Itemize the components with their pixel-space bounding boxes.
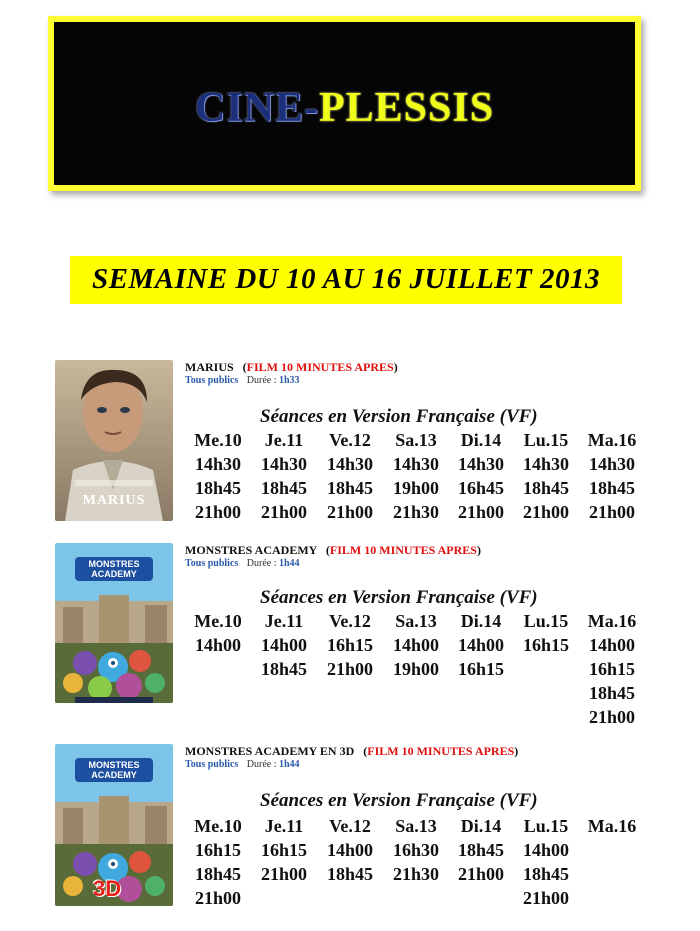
showtime: 18h45 xyxy=(522,864,569,884)
day-header: Ma.16 xyxy=(587,816,637,836)
showtime: 21h00 xyxy=(522,502,569,522)
day-header: Je.11 xyxy=(264,816,304,836)
day-column xyxy=(185,428,251,524)
showtime: 18h45 xyxy=(588,478,635,498)
note-close: ) xyxy=(514,744,519,758)
poster-caption: MONSTRES ACADEMY xyxy=(88,559,140,579)
showtime: 18h45 xyxy=(326,864,373,884)
film-title: MARIUS xyxy=(185,360,234,374)
seances-label: Séances en Version Française (VF) xyxy=(260,587,538,608)
showtime: 14h00 xyxy=(326,840,373,860)
showtime: 18h45 xyxy=(194,478,241,498)
note-open: ( xyxy=(242,360,247,374)
day-header: Sa.13 xyxy=(395,611,437,631)
film-title-line xyxy=(185,543,481,558)
day-column xyxy=(317,428,383,524)
day-header: Ve.12 xyxy=(329,816,371,836)
day-column xyxy=(317,814,383,886)
duration: 1h33 xyxy=(279,375,300,386)
day-column xyxy=(513,428,579,524)
audience: Tous publics xyxy=(185,558,239,569)
showtime: 14h30 xyxy=(457,454,504,474)
note-open: ( xyxy=(325,543,330,557)
day-header: Lu.15 xyxy=(523,430,569,450)
day-column xyxy=(185,814,251,910)
showtime: 18h45 xyxy=(326,478,373,498)
film-meta xyxy=(185,375,300,386)
week-banner xyxy=(70,256,622,304)
showtime: 21h00 xyxy=(194,888,241,908)
day-header: Ve.12 xyxy=(329,430,371,450)
day-header: Ma.16 xyxy=(587,430,637,450)
showtime: 14h00 xyxy=(588,635,635,655)
showtime: 21h00 xyxy=(326,502,373,522)
cinema-name xyxy=(54,84,635,132)
showtime: 16h15 xyxy=(588,659,635,679)
day-header: Sa.13 xyxy=(395,430,437,450)
showtime: 16h15 xyxy=(457,659,504,679)
seances-label: Séances en Version Française (VF) xyxy=(260,790,538,811)
showtime: 14h30 xyxy=(522,454,569,474)
3d-badge: 3D xyxy=(93,876,122,901)
showtime: 19h00 xyxy=(392,659,439,679)
showtime: 21h00 xyxy=(588,707,635,727)
day-column xyxy=(513,814,579,910)
film-note: FILM 10 MINUTES APRES xyxy=(329,543,477,557)
day-header: Di.14 xyxy=(460,611,502,631)
day-column xyxy=(448,814,514,886)
seances-label: Séances en Version Française (VF) xyxy=(260,406,538,427)
showtime: 14h00 xyxy=(522,840,569,860)
film-title: MONSTRES ACADEMY EN 3D xyxy=(185,744,355,758)
showtime: 14h00 xyxy=(260,635,307,655)
showtime: 18h45 xyxy=(588,683,635,703)
day-header: Lu.15 xyxy=(523,816,569,836)
day-header: Di.14 xyxy=(460,430,502,450)
poster-caption: MONSTRES ACADEMY xyxy=(88,760,140,780)
week-title: SEMAINE DU 10 AU 16 JUILLET 2013 xyxy=(92,263,600,295)
monstres-academy-3d-poster xyxy=(55,744,173,906)
day-header: Sa.13 xyxy=(395,816,437,836)
cinema-logo xyxy=(48,16,641,191)
audience: Tous publics xyxy=(185,759,239,770)
note-open: ( xyxy=(363,744,368,758)
day-header: Je.11 xyxy=(264,611,304,631)
showtime: 21h00 xyxy=(588,502,635,522)
day-column xyxy=(383,814,449,886)
film-note: FILM 10 MINUTES APRES xyxy=(367,744,515,758)
note-close: ) xyxy=(476,543,481,557)
marius-poster xyxy=(55,360,173,521)
note-close: ) xyxy=(393,360,398,374)
showtime: 14h30 xyxy=(260,454,307,474)
day-header: Ve.12 xyxy=(329,611,371,631)
brand-part2: PLESSIS xyxy=(318,85,495,131)
showtime: 14h00 xyxy=(392,635,439,655)
showtime: 21h00 xyxy=(260,502,307,522)
duration: 1h44 xyxy=(279,558,300,569)
day-column xyxy=(251,428,317,524)
showtime: 21h00 xyxy=(522,888,569,908)
day-column xyxy=(448,428,514,524)
day-column xyxy=(448,609,514,681)
day-column xyxy=(317,609,383,681)
showtime: 18h45 xyxy=(194,864,241,884)
showtime: 16h45 xyxy=(457,478,504,498)
day-header: Lu.15 xyxy=(523,611,569,631)
showtime: 21h30 xyxy=(392,502,439,522)
showtime: 14h30 xyxy=(588,454,635,474)
showtime: 21h00 xyxy=(326,659,373,679)
film-title: MONSTRES ACADEMY xyxy=(185,543,317,557)
duration: 1h44 xyxy=(279,759,300,770)
day-header: Je.11 xyxy=(264,430,304,450)
day-header: Ma.16 xyxy=(587,611,637,631)
showtime: 14h00 xyxy=(194,635,241,655)
showtime: 16h15 xyxy=(194,840,241,860)
film-title-line xyxy=(185,360,398,375)
day-column xyxy=(251,814,317,886)
day-column xyxy=(579,814,645,838)
day-column xyxy=(383,609,449,681)
day-column xyxy=(579,609,645,729)
showtime: 19h00 xyxy=(392,478,439,498)
film-note: FILM 10 MINUTES APRES xyxy=(246,360,394,374)
day-column xyxy=(383,428,449,524)
brand-part1: CINE- xyxy=(194,85,319,131)
showtime: 21h00 xyxy=(260,864,307,884)
day-header: Di.14 xyxy=(460,816,502,836)
duration-label: Durée : xyxy=(246,759,277,770)
day-header: Me.10 xyxy=(194,816,242,836)
day-column xyxy=(579,428,645,524)
film-meta xyxy=(185,759,300,770)
duration-label: Durée : xyxy=(246,375,277,386)
showtime: 16h15 xyxy=(326,635,373,655)
day-column xyxy=(251,609,317,681)
showtime: 18h45 xyxy=(260,478,307,498)
showtime: 14h30 xyxy=(194,454,241,474)
film-meta xyxy=(185,558,300,569)
monstres-academy-poster xyxy=(55,543,173,703)
poster-caption: MARIUS xyxy=(82,493,146,508)
showtime: 18h45 xyxy=(522,478,569,498)
day-header: Me.10 xyxy=(194,611,242,631)
day-header: Me.10 xyxy=(194,430,242,450)
film-title-line xyxy=(185,744,518,759)
showtime: 21h30 xyxy=(392,864,439,884)
showtime: 16h30 xyxy=(392,840,439,860)
showtime: 18h45 xyxy=(260,659,307,679)
showtime: 18h45 xyxy=(457,840,504,860)
showtime: 21h00 xyxy=(457,502,504,522)
showtime: 16h15 xyxy=(522,635,569,655)
showtime: 14h30 xyxy=(392,454,439,474)
duration-label: Durée : xyxy=(246,558,277,569)
showtime: 21h00 xyxy=(457,864,504,884)
showtime: 14h30 xyxy=(326,454,373,474)
audience: Tous publics xyxy=(185,375,239,386)
showtime: 21h00 xyxy=(194,502,241,522)
showtime: 16h15 xyxy=(260,840,307,860)
day-column xyxy=(185,609,251,657)
day-column xyxy=(513,609,579,657)
showtime: 14h00 xyxy=(457,635,504,655)
